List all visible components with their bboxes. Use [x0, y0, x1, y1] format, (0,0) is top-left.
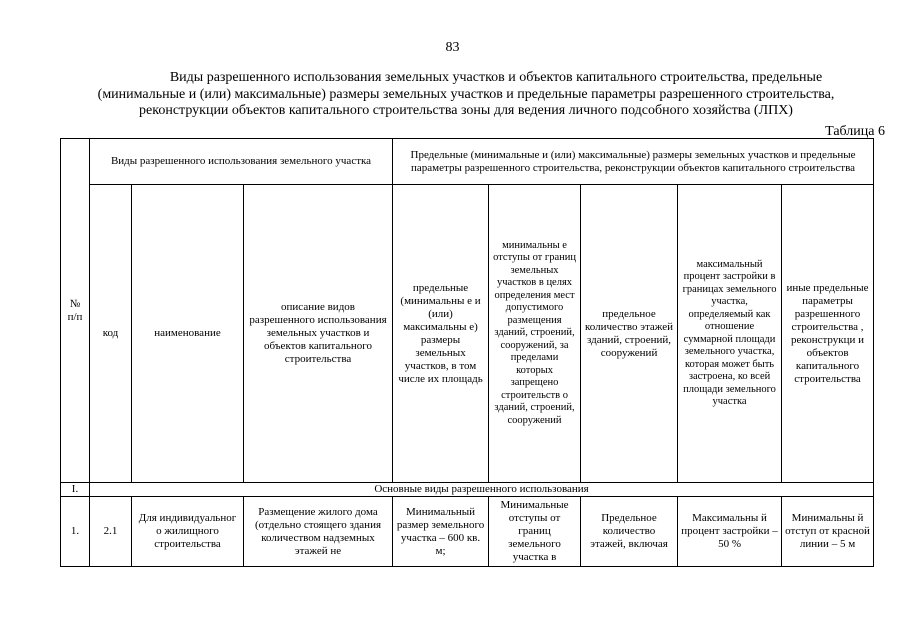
row-floors: Предельное количество этажей, включая — [581, 497, 678, 567]
header-num: № п/п — [61, 139, 90, 483]
header-code: код — [90, 185, 132, 483]
row-other: Минимальны й отступ от красной линии – 5 м — [782, 497, 874, 567]
row-setbacks: Минимальные отступы от границ земельного участка в — [489, 497, 581, 567]
header-row-1 — [61, 139, 874, 185]
header-other: иные предельные параметры разрешенного строительства , реконструкци и объектов капитального строительства — [782, 185, 874, 483]
row-name: Для индивидуальног о жилищного строительства — [132, 497, 244, 567]
row-description: Размещение жилого дома (отдельно стоящего здания количеством надземных этажей не — [244, 497, 393, 567]
header-floors: предельное количество этажей зданий, строений, сооружений — [581, 185, 678, 483]
header-row-2 — [61, 185, 874, 483]
row-code: 2.1 — [90, 497, 132, 567]
section-row — [61, 483, 874, 497]
section-num: I. — [61, 483, 90, 497]
row-coverage: Максимальны й процент застройки – 50 % — [678, 497, 782, 567]
document-title — [60, 70, 872, 120]
header-description: описание видов разрешенного использования земельных участков и объектов капитального строительства — [244, 185, 393, 483]
header-name: наименование — [132, 185, 244, 483]
land-use-table — [60, 138, 874, 567]
table-label: Таблица 6 — [825, 124, 885, 139]
section-label: Основные виды разрешенного использования — [90, 483, 874, 497]
page-number: 83 — [445, 40, 460, 55]
title-line-1: Виды разрешенного использования земельных участков и объектов капитального строительства, предельные — [169, 70, 823, 85]
header-setbacks: минимальны е отступы от границ земельных участков в целях определения мест допустимого размещения зданий, строений, сооружений, за пределами которых запрещено строительств о зданий, строений, сооружений — [489, 185, 581, 483]
header-limits-group: Предельные (минимальные и (или) максимальные) размеры земельных участков и предельные параметры разрешенного строительства, реконструкции объектов капитального строительства — [393, 139, 874, 185]
title-line-2: (минимальные и (или) максимальные) размеры земельных участков и предельные параметры разрешенного строительства, — [97, 86, 835, 102]
header-coverage: максимальный процент застройки в границах земельного участка, определяемый как отношение суммарной площади земельного участка, которая может быть застроена, ко всей площади земельного участка — [678, 185, 782, 483]
title-line-3: реконструкции объектов капитального строительства зоны для ведения личного подсобного хозяйства (ЛПХ) — [139, 103, 793, 118]
header-uses-group: Виды разрешенного использования земельного участка — [90, 139, 393, 185]
row-num: 1. — [61, 497, 90, 567]
row-size: Минимальный размер земельного участка – 600 кв. м; — [393, 497, 489, 567]
header-size: предельные (минимальны е и (или) максимальны е) размеры земельных участков, в том числе их площадь — [393, 185, 489, 483]
table-row — [61, 497, 874, 567]
